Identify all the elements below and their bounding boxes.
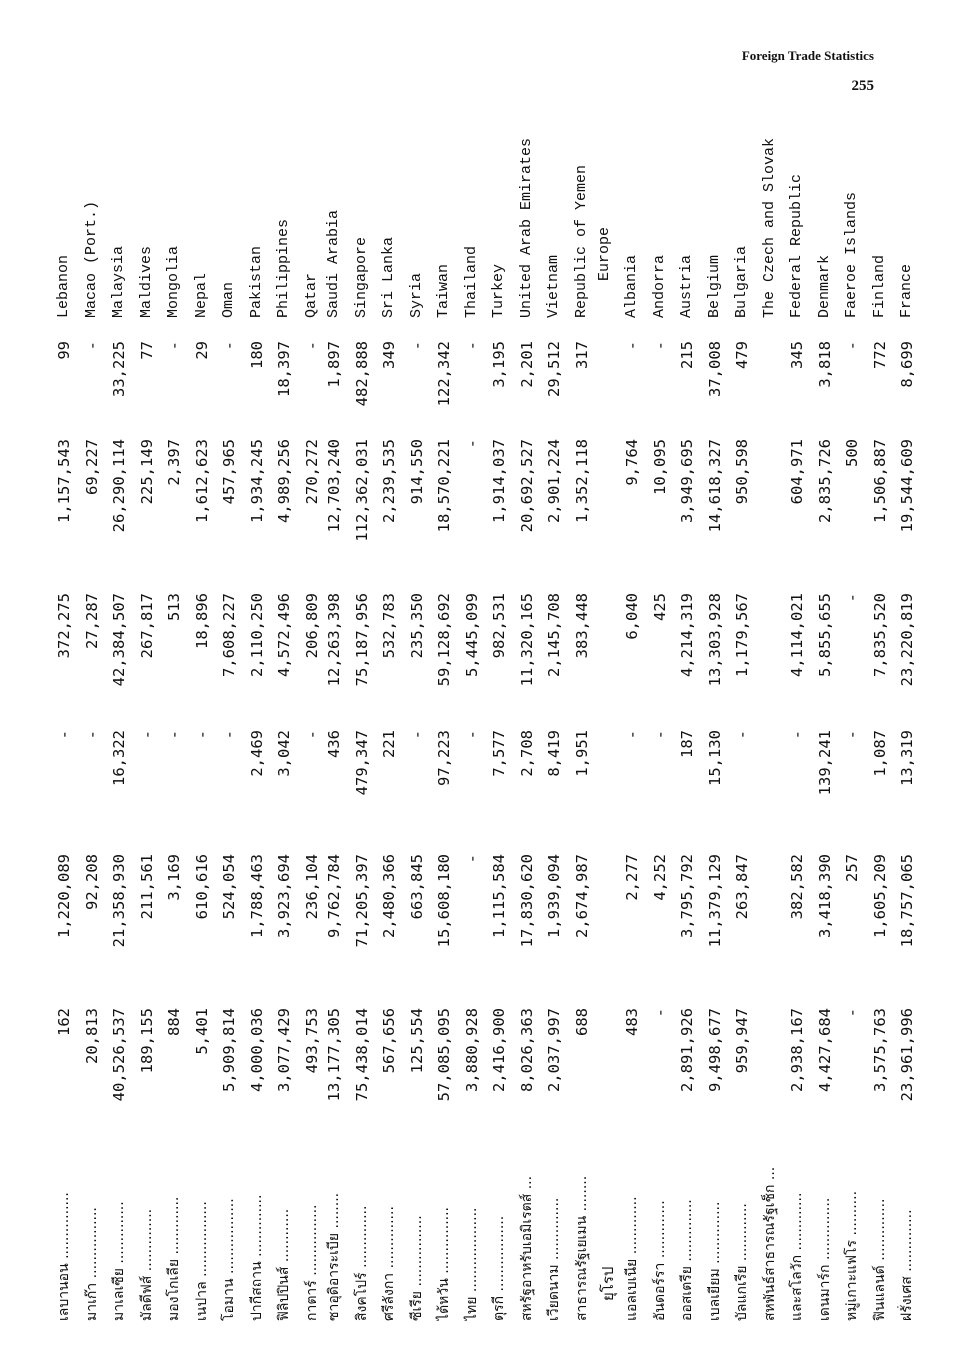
value-cell: 20,692,527 [517, 439, 536, 533]
value-cell: 9,764 [623, 439, 641, 486]
value-cell: - [407, 730, 426, 740]
value-cell: 69,227 [82, 439, 101, 495]
value-cell: - [137, 730, 156, 740]
country-name-thai: สหพันธ์สาธารณรัฐเช็ก ... [761, 1166, 778, 1321]
value-cell: 5,855,655 [815, 593, 834, 677]
value-cell: 19,544,609 [898, 439, 916, 533]
value-cell: 5,909,814 [220, 1008, 238, 1092]
value-cell: 950,598 [733, 439, 751, 505]
country-name-english: Albania [623, 254, 640, 318]
value-cell: 40,526,537 [110, 1008, 128, 1102]
country-name-english: Andorra [650, 254, 668, 318]
value-cell: - [302, 730, 321, 740]
value-cell: 15,608,180 [435, 854, 453, 948]
table-row [80, 161, 104, 1321]
value-cell: - [82, 341, 101, 351]
value-cell: 1,605,209 [870, 854, 889, 938]
value-cell: - [462, 854, 481, 864]
value-cell: - [302, 341, 321, 351]
table-row [460, 161, 484, 1321]
country-name-english: Nepal [192, 272, 210, 318]
value-cell: 189,155 [137, 1008, 156, 1074]
value-cell: 1,612,623 [192, 439, 211, 523]
country-name-english: Sri Lanka [380, 236, 397, 318]
value-cell: 8,699 [898, 341, 916, 388]
country-name-english: Singapore [352, 236, 370, 318]
table-row [868, 161, 892, 1321]
value-cell: 2,469 [247, 730, 266, 777]
value-cell: 4,000,036 [247, 1008, 266, 1092]
table-row [785, 161, 809, 1321]
value-cell: 2,145,708 [545, 593, 563, 677]
value-cell: - [462, 439, 481, 449]
value-cell: 500 [843, 439, 861, 467]
value-cell: 23,220,819 [898, 593, 916, 687]
value-cell: 2,708 [517, 730, 536, 777]
value-cell: 1,934,245 [247, 439, 266, 523]
value-cell: 13,303,928 [705, 593, 724, 687]
value-cell: 17,830,620 [517, 854, 536, 948]
value-cell: 2,674,987 [572, 854, 591, 938]
table-row [272, 161, 296, 1321]
country-name-thai: ศรีลังกา .............. [381, 1206, 397, 1321]
table-row [300, 161, 324, 1321]
value-cell: 2,835,726 [815, 439, 834, 523]
country-name-thai: ซาอุดิอาระเบีย ........ [326, 1192, 342, 1321]
value-cell: 12,263,398 [325, 593, 343, 687]
country-name-english: Federal Republic [788, 173, 805, 318]
value-cell: 13,319 [898, 730, 916, 786]
value-cell: 267,817 [137, 593, 156, 659]
value-cell: 3,418,390 [815, 854, 834, 938]
value-cell: 16,322 [110, 730, 128, 786]
country-name-thai: บัลแกเรีย ............. [734, 1203, 750, 1321]
value-cell: 3,795,792 [678, 854, 696, 938]
value-cell: 5,445,099 [462, 593, 481, 677]
value-cell: 2,037,997 [545, 1008, 563, 1092]
value-cell: 6,040 [623, 593, 641, 640]
value-cell: 5,401 [192, 1008, 211, 1055]
value-cell: 139,241 [815, 730, 834, 796]
table-row [648, 161, 672, 1321]
country-name-english: Saudi Arabia [325, 209, 342, 318]
value-cell: 37,008 [705, 341, 724, 397]
country-name-thai: ปากีสถาน .............. [248, 1194, 265, 1321]
country-name-thai: มาเก๊า ................ [83, 1207, 100, 1321]
value-cell: 221 [380, 730, 398, 758]
value-cell: 18,397 [275, 341, 293, 397]
value-cell: - [843, 1008, 861, 1018]
value-cell: - [650, 1008, 669, 1018]
country-name-english: Mongolia [165, 245, 182, 318]
table-row [515, 137, 539, 1321]
country-name-thai: หมู่เกาะแฟโร .......... [844, 1190, 860, 1321]
value-cell: 4,427,684 [815, 1008, 834, 1092]
table-row [703, 161, 727, 1321]
country-name-thai: เนปาล ................. [193, 1201, 210, 1321]
country-name-english: Republic of Yemen [572, 164, 590, 318]
value-cell: 57,085,095 [435, 1008, 453, 1102]
value-cell: 59,128,692 [435, 593, 453, 687]
value-cell: 604,971 [788, 439, 806, 505]
value-cell: 77 [137, 341, 156, 360]
country-name-english: The Czech and Slovak [760, 137, 778, 318]
value-cell: 2,201 [517, 341, 536, 388]
value-cell: 3,880,928 [462, 1008, 481, 1092]
value-cell: 33,225 [110, 341, 128, 397]
value-cell: - [843, 341, 861, 351]
country-name-thai: เบลเยียม .............. [706, 1201, 723, 1321]
value-cell: 3,169 [165, 854, 183, 901]
country-name-thai: อันดอร์รา ............. [651, 1200, 668, 1321]
table-row [107, 161, 131, 1321]
table-row [322, 161, 346, 1321]
value-cell: 270,272 [302, 439, 321, 505]
value-cell: - [462, 730, 481, 740]
value-cell: 479,347 [352, 730, 371, 796]
value-cell: 7,577 [490, 730, 508, 777]
value-cell: 959,947 [733, 1008, 751, 1074]
section-heading-thai: ยุโรป [601, 1266, 618, 1301]
table-row [675, 161, 699, 1321]
value-cell: 7,835,520 [870, 593, 889, 677]
country-name-thai: ฟินแลนด์ .............. [871, 1198, 888, 1321]
table-row [620, 161, 644, 1321]
value-cell: 10,095 [650, 439, 669, 495]
value-cell: 26,290,114 [110, 439, 128, 533]
value-cell: 7,608,227 [220, 593, 238, 677]
table-row [405, 161, 429, 1321]
country-name-english: Denmark [815, 254, 833, 318]
country-name-english: Philippines [275, 218, 292, 318]
value-cell: 382,582 [788, 854, 806, 920]
section-heading-english: Europe [596, 226, 613, 281]
value-cell: 235,350 [407, 593, 426, 659]
value-cell: 1,939,094 [545, 854, 563, 938]
table-row [350, 161, 374, 1321]
value-cell: 225,149 [137, 439, 156, 505]
value-cell: 3,818 [815, 341, 834, 388]
value-cell: 42,384,507 [110, 593, 128, 687]
value-cell: 1,914,037 [490, 439, 508, 523]
value-cell: 1,506,887 [870, 439, 889, 523]
country-name-english: Qatar [302, 272, 320, 318]
value-cell: 4,989,256 [275, 439, 293, 523]
value-cell: - [462, 341, 481, 351]
table-row [52, 161, 76, 1321]
value-cell: 982,531 [490, 593, 508, 659]
value-cell: 206,809 [302, 593, 321, 659]
value-cell: 1,352,118 [572, 439, 591, 523]
value-cell: 15,130 [705, 730, 724, 786]
table-row [758, 137, 782, 1321]
value-cell: - [843, 730, 861, 740]
value-cell: 11,379,129 [705, 854, 724, 948]
value-cell: 884 [165, 1008, 183, 1036]
value-cell: - [220, 730, 238, 740]
value-cell: 9,498,677 [705, 1008, 724, 1092]
value-cell: 567,656 [380, 1008, 398, 1074]
value-cell: 1,179,567 [733, 593, 751, 677]
value-cell: 12,703,240 [325, 439, 343, 533]
table-row [840, 161, 864, 1321]
country-name-thai: มัลดีฟส์ .............. [138, 1208, 155, 1321]
country-name-thai: ฝรั่งเศส .............. [899, 1209, 915, 1321]
value-cell: 4,114,021 [788, 593, 806, 677]
value-cell: 2,480,366 [380, 854, 398, 938]
value-cell: 482,888 [352, 341, 371, 407]
value-cell: 3,575,763 [870, 1008, 889, 1092]
running-header: Foreign Trade Statistics [741, 48, 874, 63]
value-cell: - [650, 730, 669, 740]
country-name-english: Vietnam [545, 254, 562, 318]
value-cell: 3,042 [275, 730, 293, 777]
value-cell: 479 [733, 341, 751, 369]
table-row [432, 161, 456, 1321]
value-cell: 29 [192, 341, 211, 360]
value-cell: 372,275 [55, 593, 73, 659]
value-cell: 29,512 [545, 341, 563, 397]
value-cell: 4,572,496 [275, 593, 293, 677]
value-cell: 97,223 [435, 730, 453, 786]
value-cell: 345 [788, 341, 806, 369]
trade-table [40, 137, 916, 1321]
value-cell: 663,845 [407, 854, 426, 920]
value-cell: 1,788,463 [247, 854, 266, 938]
value-cell: 2,901,224 [545, 439, 563, 523]
value-cell: 688 [572, 1008, 591, 1036]
country-name-english: United Arab Emirates [517, 137, 535, 318]
page-number: 255 [851, 78, 874, 94]
value-cell: - [82, 730, 101, 740]
value-cell: 122,342 [435, 341, 453, 407]
value-cell: - [733, 730, 751, 740]
value-cell: 524,054 [220, 854, 238, 920]
country-name-thai: ตุรกี ................. [491, 1215, 507, 1321]
value-cell: 436 [325, 730, 343, 758]
country-name-thai: โอมาน ................. [221, 1198, 237, 1321]
value-cell: 257 [843, 854, 861, 882]
country-name-thai: สิงคโปร์ .............. [353, 1205, 370, 1321]
table-row [542, 161, 566, 1321]
table-row [190, 161, 214, 1321]
value-cell: 18,570,221 [435, 439, 453, 533]
value-cell: 1,115,584 [490, 854, 508, 938]
value-cell: 112,362,031 [352, 439, 371, 542]
table-row [135, 161, 159, 1321]
value-cell: 27,287 [82, 593, 101, 649]
value-cell: 383,448 [572, 593, 591, 659]
value-cell: 610,616 [192, 854, 211, 920]
country-name-english: Pakistan [247, 245, 265, 318]
value-cell: 3,923,694 [275, 854, 293, 938]
value-cell: 8,419 [545, 730, 563, 777]
country-name-thai: สาธารณรัฐเยเมน ........ [573, 1175, 590, 1321]
value-cell: - [55, 730, 73, 740]
country-name-english: France [898, 263, 915, 318]
country-name-english: Finland [870, 254, 888, 318]
value-cell: 92,208 [82, 854, 101, 910]
value-cell: 914,550 [407, 439, 426, 505]
value-cell: - [165, 730, 183, 740]
value-cell: 187 [678, 730, 696, 758]
value-cell: 425 [650, 593, 669, 621]
country-name-english: Austria [678, 254, 695, 318]
country-name-thai: ไทย ................... [463, 1207, 480, 1321]
value-cell: 1,951 [572, 730, 591, 777]
value-cell: 2,891,926 [678, 1008, 696, 1092]
value-cell: 211,561 [137, 854, 156, 920]
value-cell: 8,026,363 [517, 1008, 536, 1092]
country-name-thai: ซีเรีย ................ [408, 1215, 425, 1321]
value-cell: 3,949,695 [678, 439, 696, 523]
value-cell: 75,187,956 [352, 593, 371, 687]
country-name-english: Belgium [705, 254, 723, 318]
value-cell: 349 [380, 341, 398, 369]
value-cell: 513 [165, 593, 183, 621]
value-cell: - [220, 341, 238, 351]
value-cell: 13,177,305 [325, 1008, 343, 1102]
value-cell: - [788, 730, 806, 740]
value-cell: 2,277 [623, 854, 641, 901]
value-cell: 4,252 [650, 854, 669, 901]
value-cell: 18,896 [192, 593, 211, 649]
value-cell: 23,961,996 [898, 1008, 916, 1102]
table-row [245, 161, 269, 1321]
country-name-thai: มองโกเลีย ............. [166, 1196, 182, 1321]
country-name-thai: ฟิลิปปินส์ ............ [276, 1208, 292, 1321]
value-cell: - [165, 341, 183, 351]
table-row [377, 161, 401, 1321]
table-row [895, 161, 919, 1321]
country-name-english: Lebanon [55, 254, 72, 318]
value-cell: 9,762,784 [325, 854, 343, 938]
value-cell: 125,554 [407, 1008, 426, 1074]
value-cell: 2,239,535 [380, 439, 398, 523]
value-cell: - [650, 341, 669, 351]
value-cell: - [407, 341, 426, 351]
value-cell: 14,618,327 [705, 439, 724, 533]
value-cell: 18,757,065 [898, 854, 916, 948]
country-name-english: Bulgaria [733, 245, 750, 318]
value-cell: 99 [55, 341, 73, 360]
value-cell: 1,087 [870, 730, 889, 777]
country-name-english: Turkey [490, 263, 507, 318]
country-name-thai: สหรัฐอาหรับเอมิเรตส์ ... [518, 1175, 535, 1321]
value-cell: 75,438,014 [352, 1008, 371, 1102]
value-cell: 1,220,089 [55, 854, 73, 938]
country-name-thai: ไต้หวัน ............... [436, 1207, 452, 1321]
value-cell: 263,847 [733, 854, 751, 920]
value-cell: - [192, 730, 211, 740]
table-row [813, 161, 837, 1321]
value-cell: - [623, 730, 641, 740]
country-name-english: Faeroe Islands [843, 191, 860, 318]
table-row [217, 161, 241, 1321]
table-row [730, 161, 754, 1321]
table-row [162, 161, 186, 1321]
value-cell: 11,320,165 [517, 593, 536, 687]
value-cell: 532,783 [380, 593, 398, 659]
value-cell: 493,753 [302, 1008, 321, 1074]
country-name-thai: กาตาร์ ................ [303, 1204, 320, 1321]
value-cell: 162 [55, 1008, 73, 1036]
value-cell: 236,104 [302, 854, 321, 920]
country-name-thai: แอลเบเนีย ............. [624, 1196, 640, 1321]
value-cell: 21,358,930 [110, 854, 128, 948]
country-name-thai: และสโลวัก ............. [789, 1192, 805, 1321]
value-cell: 2,397 [165, 439, 183, 486]
value-cell: 1,157,543 [55, 439, 73, 523]
value-cell: 2,416,900 [490, 1008, 508, 1092]
value-cell: 1,897 [325, 341, 343, 388]
country-name-english: Malaysia [110, 245, 127, 318]
country-name-english: Taiwan [435, 263, 452, 318]
country-name-english: Macao (Port.) [82, 200, 100, 318]
country-name-thai: เดนมาร์ก .............. [816, 1197, 833, 1321]
country-name-thai: มาเลเซีย .............. [111, 1201, 127, 1321]
value-cell: 2,110,250 [247, 593, 266, 677]
country-name-english: Thailand [462, 245, 480, 318]
country-name-english: Maldives [137, 245, 155, 318]
value-cell: - [623, 341, 641, 351]
value-cell: 180 [247, 341, 266, 369]
country-name-english: Oman [220, 281, 237, 318]
value-cell: 71,205,397 [352, 854, 371, 948]
value-cell: 215 [678, 341, 696, 369]
value-cell: - [843, 593, 861, 603]
value-cell: 2,938,167 [788, 1008, 806, 1092]
value-cell: 772 [870, 341, 889, 369]
country-name-english: Syria [407, 272, 425, 318]
value-cell: 483 [623, 1008, 641, 1036]
value-cell: 457,965 [220, 439, 238, 505]
table-row [487, 161, 511, 1321]
value-cell: 317 [572, 341, 591, 369]
value-cell: 4,214,319 [678, 593, 696, 677]
value-cell: 3,195 [490, 341, 508, 388]
value-cell: 3,077,429 [275, 1008, 293, 1092]
table-row [570, 161, 594, 1321]
country-name-thai: ออสเตรีย .............. [679, 1199, 695, 1321]
country-name-thai: เวียดนาม .............. [546, 1197, 562, 1321]
country-name-thai: เลบานอน ............... [56, 1192, 72, 1321]
value-cell: 20,813 [82, 1008, 101, 1064]
